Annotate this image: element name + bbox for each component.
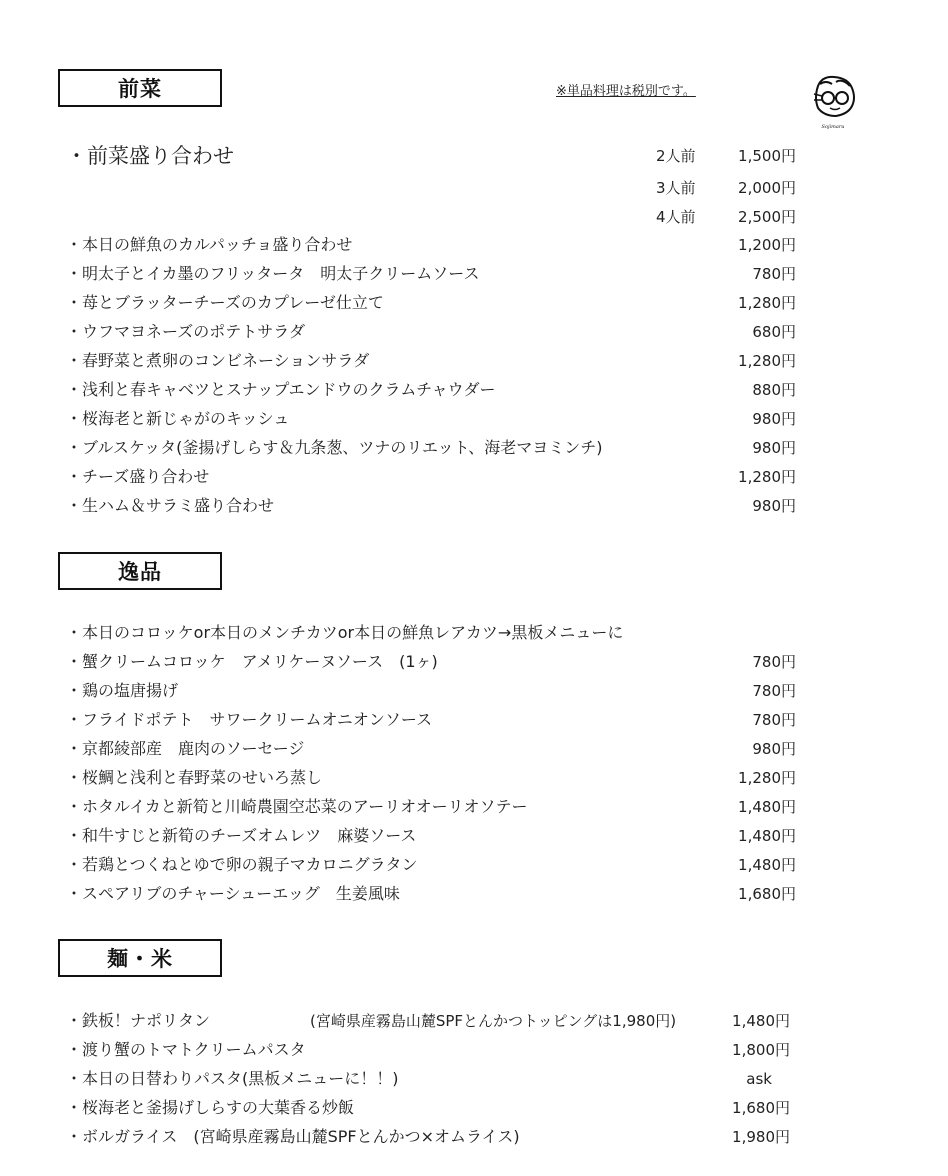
menu-item	[66, 1038, 790, 1062]
menu-item	[66, 436, 796, 460]
item-price: 1,280円	[738, 294, 796, 312]
item-name: ・春野菜と煮卵のコンビネーションサラダ	[66, 351, 370, 370]
item-price: 980円	[752, 740, 796, 758]
item-name: ・和牛すじと新筍のチーズオムレツ 麻婆ソース	[66, 826, 417, 845]
platter-serving-price: 1,500円	[738, 147, 796, 165]
item-price: 780円	[752, 711, 796, 729]
item-price: 1,480円	[732, 1012, 790, 1030]
item-price: 680円	[752, 323, 796, 341]
menu-item	[66, 233, 796, 257]
item-price: 1,680円	[738, 885, 796, 903]
menu-item	[66, 291, 796, 315]
item-name: ・苺とブラッターチーズのカプレーゼ仕立て	[66, 293, 384, 312]
item-name: ・本日のコロッケor本日のメンチカツor本日の鮮魚レアカツ→黒板メニューに	[66, 623, 624, 642]
item-price: 780円	[752, 265, 796, 283]
item-price: 880円	[752, 381, 796, 399]
item-price: 980円	[752, 410, 796, 428]
menu-item	[66, 1067, 772, 1091]
item-name: ・鉄板！ナポリタン	[66, 1011, 211, 1030]
menu-item	[66, 795, 796, 819]
menu-item	[66, 766, 796, 790]
item-name: ・フライドポテト サワークリームオニオンソース	[66, 710, 433, 729]
menu-item	[66, 621, 796, 645]
section-header-ippin: 逸品	[58, 552, 222, 590]
platter-serving-price: 2,500円	[738, 208, 796, 226]
menu-item	[66, 1125, 790, 1149]
menu-item	[66, 320, 796, 344]
tax-note: ※単品料理は税別です。	[556, 84, 696, 99]
platter-serving-label: 2人前	[656, 147, 696, 165]
item-name: ・明太子とイカ墨のフリッタータ 明太子クリームソース	[66, 264, 480, 283]
menu-item	[66, 708, 796, 732]
menu-item	[66, 494, 796, 518]
item-price: 780円	[752, 653, 796, 671]
item-price: 1,280円	[738, 352, 796, 370]
item-name: ・京都綾部産 鹿肉のソーセージ	[66, 739, 305, 758]
menu-item	[66, 378, 796, 402]
menu-item	[66, 679, 796, 703]
section-header-men-kome: 麺・米	[58, 939, 222, 977]
item-price: 1,680円	[732, 1099, 790, 1117]
item-price: 1,800円	[732, 1041, 790, 1059]
menu-item	[66, 349, 796, 373]
item-name: ・本日の鮮魚のカルパッチョ盛り合わせ	[66, 235, 353, 254]
platter-serving-price: 2,000円	[738, 179, 796, 197]
item-name: ・渡り蟹のトマトクリームパスタ	[66, 1040, 306, 1059]
item-name: ・ボルガライス (宮崎県産霧島山麓SPFとんかつ×オムライス)	[66, 1127, 520, 1146]
item-price: 780円	[752, 682, 796, 700]
item-name: ・本日の日替わりパスタ(黒板メニューに！！)	[66, 1069, 399, 1088]
item-price: 1,980円	[732, 1128, 790, 1146]
menu-item	[66, 882, 796, 906]
item-name: ・桜鯛と浅利と春野菜のせいろ蒸し	[66, 768, 323, 787]
item-name: ・蟹クリームコロッケ アメリケーヌソース (1ヶ)	[66, 652, 438, 671]
menu-item	[66, 1009, 790, 1033]
item-price: 1,280円	[738, 769, 796, 787]
item-name: ・鶏の塩唐揚げ	[66, 681, 179, 700]
item-note: (宮崎県産霧島山麓SPFとんかつトッピングは1,980円)	[310, 1012, 677, 1030]
menu-item	[66, 650, 796, 674]
menu-item	[66, 737, 796, 761]
platter-serving-label: 4人前	[656, 208, 696, 226]
item-price: 1,480円	[738, 798, 796, 816]
item-name: ・チーズ盛り合わせ	[66, 467, 210, 486]
item-price: 1,200円	[738, 236, 796, 254]
item-name: ・桜海老と新じゃがのキッシュ	[66, 409, 290, 428]
item-name: ・ブルスケッタ(釜揚げしらす＆九条葱、ツナのリエット、海老マヨミンチ)	[66, 438, 603, 457]
item-name: ・ホタルイカと新筍と川崎農園空芯菜のアーリオオーリオソテー	[66, 797, 528, 816]
item-name: ・生ハム＆サラミ盛り合わせ	[66, 496, 275, 515]
menu-item	[66, 407, 796, 431]
menu-item	[66, 824, 796, 848]
item-name: ・浅利と春キャベツとスナップエンドウのクラムチャウダー	[66, 380, 496, 399]
item-price: 1,280円	[738, 468, 796, 486]
platter-serving-label: 3人前	[656, 179, 696, 197]
menu-item	[66, 465, 796, 489]
logo-signature: Sojimaru	[821, 124, 845, 130]
section-header-zensai: 前菜	[58, 69, 222, 107]
item-price: 980円	[752, 497, 796, 515]
platter-name: ・前菜盛り合わせ	[66, 144, 234, 168]
menu-item	[66, 262, 796, 286]
menu-item	[66, 853, 796, 877]
item-name: ・ウフマヨネーズのポテトサラダ	[66, 322, 306, 341]
item-price: ask	[746, 1070, 772, 1088]
item-price: 980円	[752, 439, 796, 457]
face-logo-icon	[806, 72, 860, 132]
item-name: ・スペアリブのチャーシューエッグ 生姜風味	[66, 884, 400, 903]
item-name: ・若鶏とつくねとゆで卵の親子マカロニグラタン	[66, 855, 418, 874]
item-price: 1,480円	[738, 827, 796, 845]
item-price: 1,480円	[738, 856, 796, 874]
item-name: ・桜海老と釜揚げしらすの大葉香る炒飯	[66, 1098, 355, 1117]
menu-item	[66, 1096, 790, 1120]
